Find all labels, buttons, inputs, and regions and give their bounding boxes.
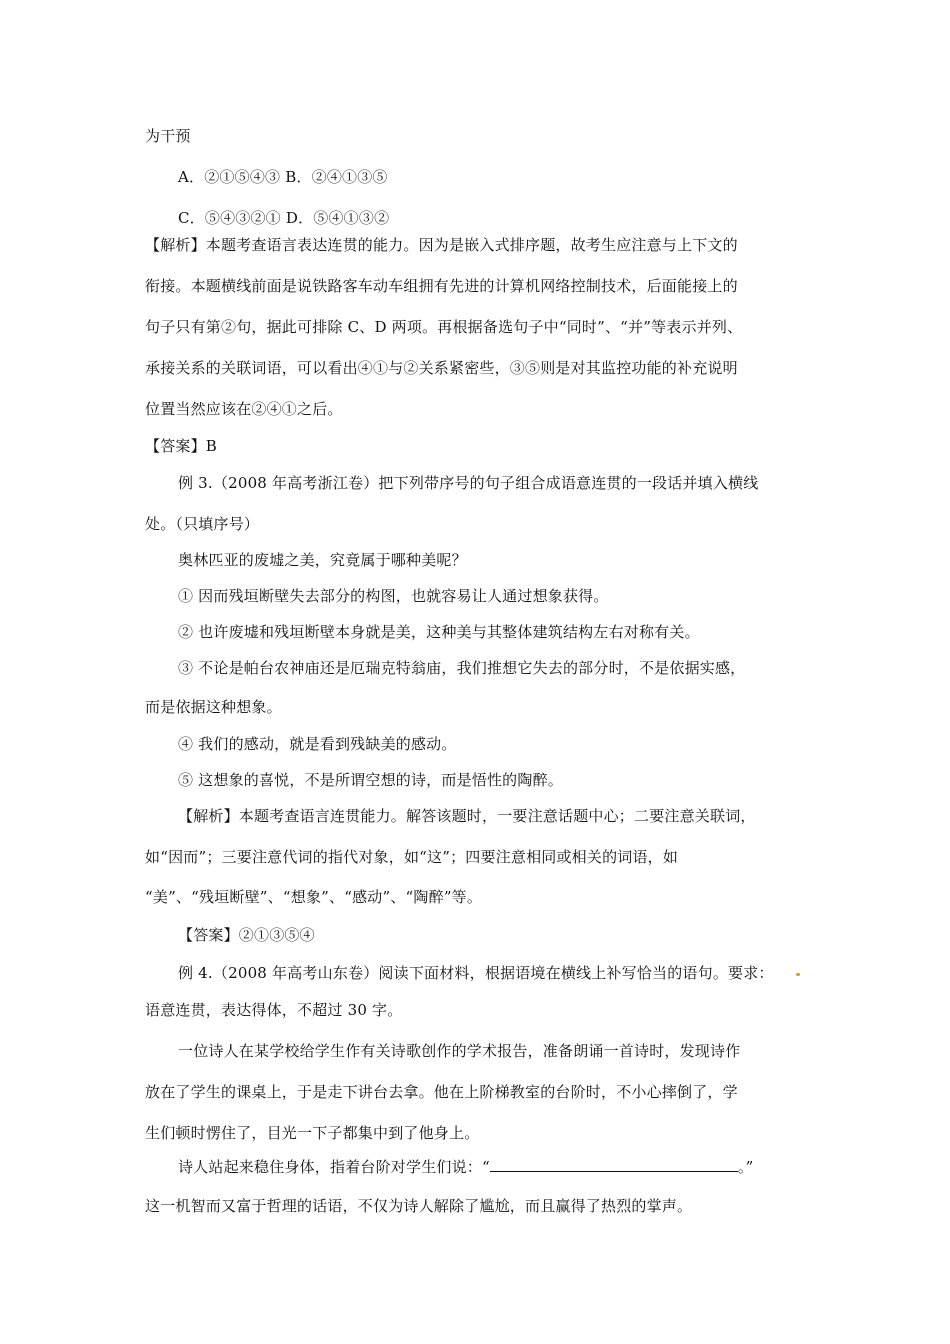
quote-intro: 诗人站起来稳住身体，指着台阶对学生们说：“	[178, 1158, 490, 1176]
list-item: ③ 不论是帕台农神庙还是厄瑞克特翁庙，我们推想它失去的部分时，不是依据实感，	[178, 659, 746, 677]
text-line	[178, 1157, 753, 1177]
answer-line: 【答案】②①③⑤④	[178, 926, 315, 944]
list-item: ⑤ 这想象的喜悦，不是所谓空想的诗，而是悟性的陶醉。	[178, 771, 563, 789]
answer-line: 【答案】B	[145, 437, 218, 455]
analysis-line: 【解析】本题考查语言连贯能力。解答该题时，一要注意话题中心；二要注意关联词，	[178, 807, 756, 825]
list-item: ① 因而残垣断壁失去部分的构图，也就容易让人通过想象获得。	[178, 587, 609, 605]
text-line: 一位诗人在某学校给学生作有关诗歌创作的学术报告，准备朗诵一首诗时，发现诗作	[178, 1042, 741, 1060]
text-line: 为干预	[145, 127, 191, 145]
quote-close: 。”	[737, 1158, 754, 1176]
text-line: “美”、“残垣断壁”、“想象”、“感动”、“陶醉”等。	[145, 888, 483, 906]
text-line: 位置当然应该在②④①之后。	[145, 400, 343, 418]
option-line: A．②①⑤④③ B．②④①③⑤	[178, 168, 388, 186]
text-line: 如“因而”；三要注意代词的指代对象，如“这”；四要注意相同或相关的词语，如	[145, 848, 679, 866]
option-line: C．⑤④③②① D．⑤④①③②	[178, 209, 390, 227]
text-line: 生们顿时愣住了，目光一下子都集中到了他身上。	[145, 1124, 480, 1142]
example-heading: 例 3.（2008 年高考浙江卷）把下列带序号的句子组合成语意连贯的一段话并填入横线	[178, 474, 759, 492]
stray-mark	[796, 973, 800, 976]
analysis-line: 【解析】本题考查语言表达连贯的能力。因为是嵌入式排序题，故考生应注意与上下文的	[145, 236, 738, 254]
text-line: 语意连贯，表达得体，不超过 30 字。	[145, 1001, 403, 1019]
text-line: 句子只有第②句，据此可排除 C、D 两项。再根据备选句子中“同时”、“并”等表示并列、	[145, 318, 743, 336]
text-line: 衔接。本题横线前面是说铁路客车动车组拥有先进的计算机网络控制技术，后面能接上的	[145, 277, 738, 295]
text-line: 这一机智而又富于哲理的话语，不仅为诗人解除了尴尬，而且赢得了热烈的掌声。	[145, 1197, 693, 1215]
text-line: 奥林匹亚的废墟之美，究竟属于哪种美呢？	[178, 551, 467, 569]
text-line: 处。（只填序号）	[145, 515, 260, 533]
text-line: 承接关系的关联词语，可以看出④①与②关系紧密些，③⑤则是对其监控功能的补充说明	[145, 359, 738, 377]
example-heading: 例 4.（2008 年高考山东卷）阅读下面材料，根据语境在横线上补写恰当的语句。要求：	[178, 964, 774, 982]
list-item: ④ 我们的感动，就是看到残缺美的感动。	[178, 735, 457, 753]
text-line: 放在了学生的课桌上，于是走下讲台去拿。他在上阶梯教室的台阶时，不小心摔倒了，学	[145, 1083, 738, 1101]
list-item: ② 也许废墟和残垣断壁本身就是美，这种美与其整体建筑结构左右对称有关。	[178, 623, 700, 641]
text-line: 而是依据这种想象。	[145, 698, 282, 716]
fill-in-blank[interactable]	[490, 1157, 738, 1172]
